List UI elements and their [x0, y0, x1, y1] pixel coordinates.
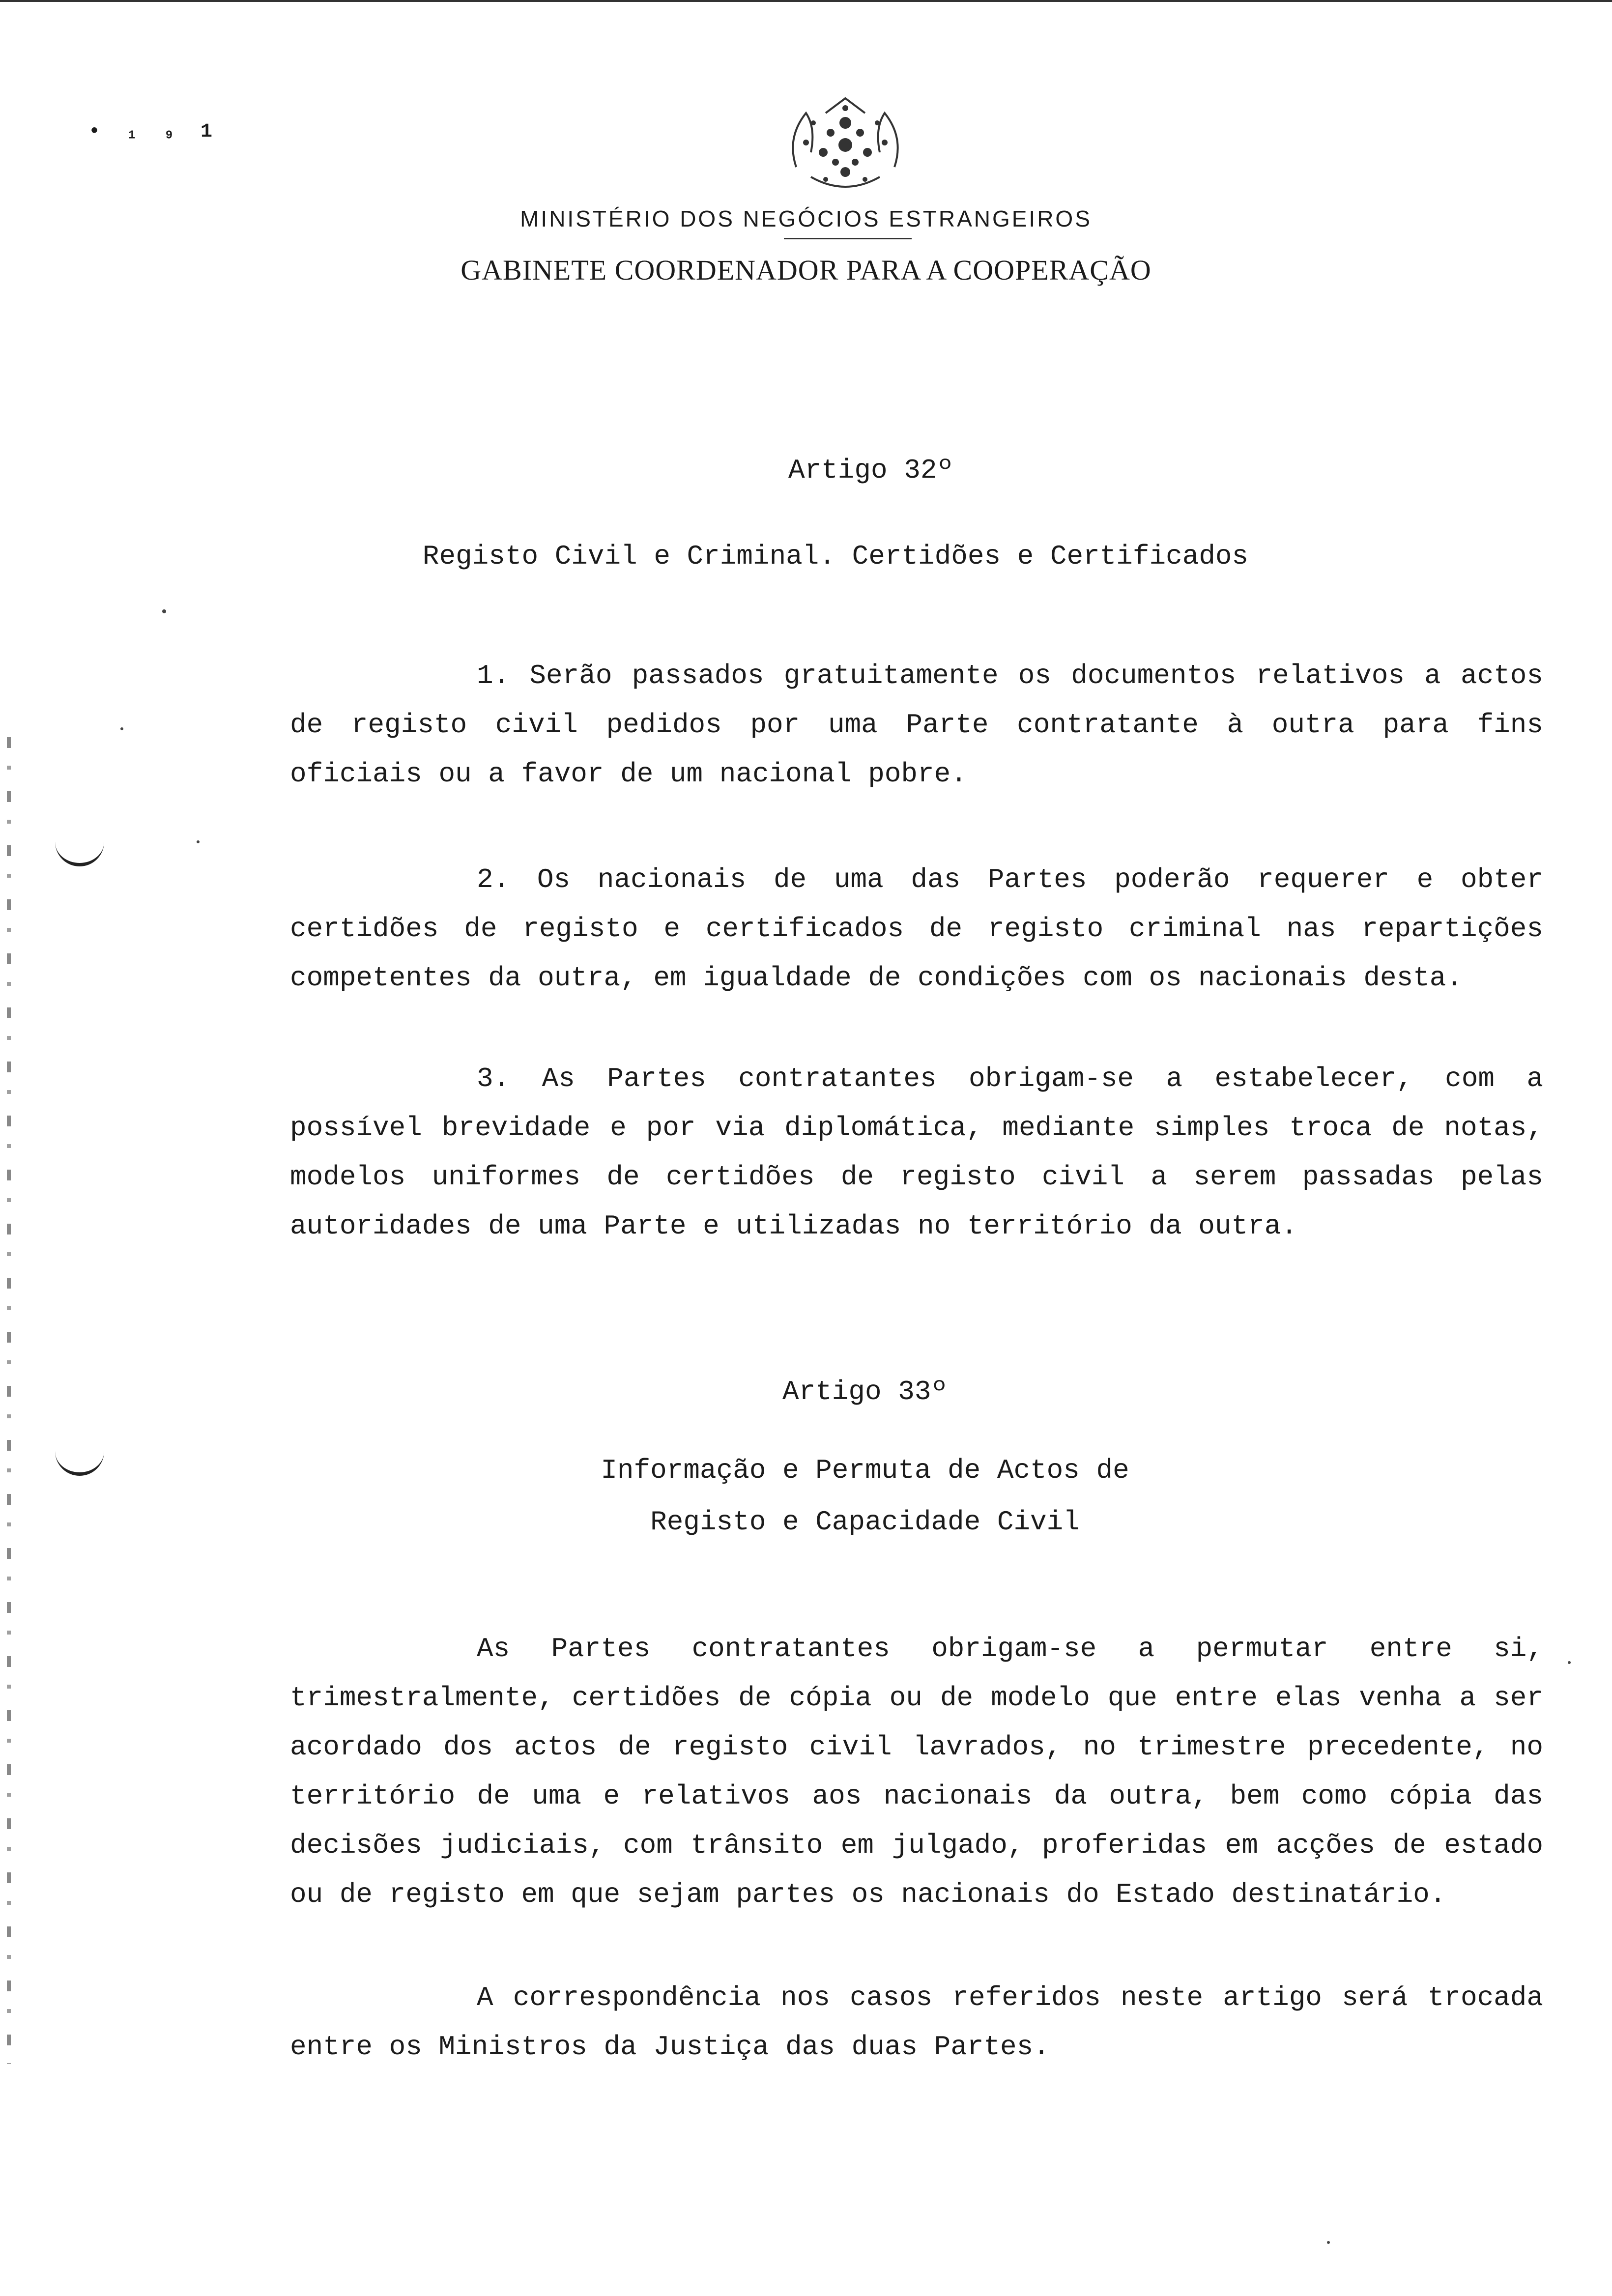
article-33-title-line-1: Informação e Permuta de Actos de	[601, 1455, 1129, 1486]
article-32-title: Registo Civil e Criminal. Certidões e Certificados	[422, 541, 1249, 572]
article-32-number: Artigo 32º	[788, 455, 954, 486]
scan-top-edge	[0, 0, 1612, 2]
ministry-name: MINISTÉRIO DOS NEGÓCIOS ESTRANGEIROS	[520, 206, 1092, 231]
coat-of-arms-icon	[777, 93, 914, 197]
office-name: GABINETE COORDENADOR PARA A COOPERAÇÃO	[461, 254, 1151, 286]
punch-hole-upper	[55, 835, 104, 866]
article-33-paragraph-1: As Partes contratantes obrigam-se a permutar entre si, trimestralmente, certidões de cópia ou de modelo que entre elas venha a ser acordado dos actos de registo civil lavrados, no trimestre precedente, no território de uma e relativos aos nacionais da outra, bem como cópia das decisões judiciais, com trânsito em julgado, proferidas em acções de estado ou de registo em que sejam partes os nacionais do Estado destinatário.	[290, 1633, 1543, 1910]
scan-speck	[1327, 2241, 1330, 2244]
binding-margin-marks	[7, 737, 11, 2064]
article-33-paragraph-2: A correspondência nos casos referidos neste artigo será trocada entre os Ministros da Justiça das duas Partes.	[290, 1982, 1543, 2063]
scan-speck	[120, 727, 123, 730]
scan-speck	[197, 840, 200, 843]
page-number-mark: • ₁ ₉ 1	[88, 121, 220, 143]
scan-speck	[1568, 1661, 1571, 1664]
scan-speck	[162, 609, 166, 613]
header-divider	[784, 238, 912, 239]
article-33-title-line-2: Registo e Capacidade Civil	[650, 1506, 1080, 1538]
article-32-paragraph-2: 2. Os nacionais de uma das Partes poderão requerer e obter certidões de registo e certificados de registo criminal nas repartições competentes da outra, em igualdade de condições com os nacionais desta.	[290, 864, 1543, 994]
article-33-number: Artigo 33º	[782, 1376, 948, 1407]
article-32-paragraph-1: 1. Serão passados gratuitamente os documentos relativos a actos de registo civil pedidos por uma Parte contratante à outra para fins oficiais ou a favor de um nacional pobre.	[290, 660, 1543, 790]
article-32-paragraph-3: 3. As Partes contratantes obrigam-se a estabelecer, com a possível brevidade e por via diplomática, mediante simples troca de notas, modelos uniformes de certidões de registo civil a serem passadas pelas autoridades de uma Parte e utilizadas no território da outra.	[290, 1063, 1543, 1242]
